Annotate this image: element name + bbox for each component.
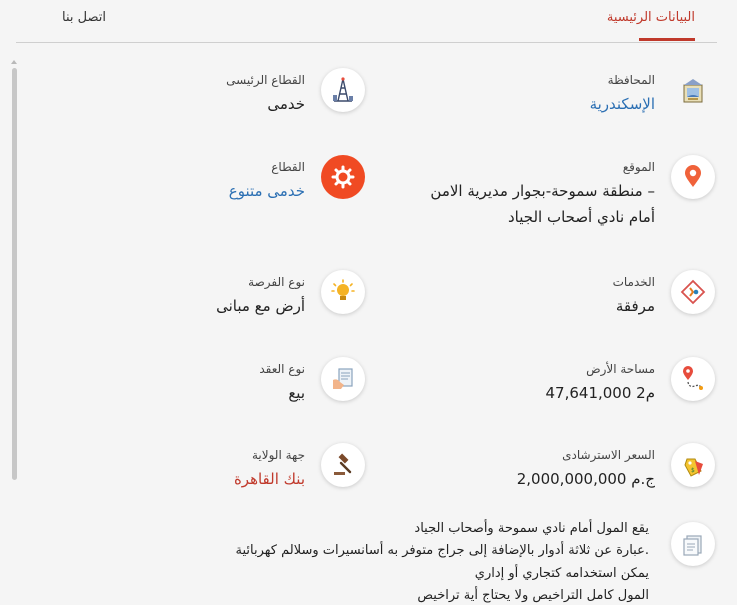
gavel-icon: [321, 443, 365, 487]
opportunity-type-value: أرض مع مبانى: [216, 297, 305, 315]
land-area-label: مساحة الأرض: [586, 362, 655, 376]
contract-type-value: بيع: [288, 384, 305, 402]
land-area-value: 47,641,000 م2: [545, 384, 655, 402]
indicative-price-label: السعر الاسترشادى: [562, 448, 655, 462]
price-tag-icon: [671, 443, 715, 487]
scrollbar[interactable]: [10, 60, 18, 605]
governorate-label: المحافظة: [607, 73, 655, 87]
active-tab-indicator: [639, 38, 695, 41]
contract-icon: [321, 357, 365, 401]
description-line-4: المول كامل التراخيص ولا يحتاج أية تراخيص: [417, 588, 649, 603]
services-label: الخدمات: [612, 275, 655, 289]
scrollbar-thumb[interactable]: [12, 68, 17, 480]
location-value-line2: أمام نادي أصحاب الجياد: [507, 208, 655, 226]
governorate-value: الإسكندرية: [589, 95, 655, 113]
services-value: مرفقة: [615, 297, 655, 315]
tower-icon: [321, 68, 365, 112]
location-value-line1: منطقة سموحة-بجوار مديرية الامن –: [430, 182, 655, 200]
jurisdiction-label: جهة الولاية: [251, 448, 305, 462]
description-line-3: يمكن استخدامه كتجاري أو إداري: [474, 566, 649, 581]
lightbulb-icon: [321, 270, 365, 314]
tab-contact-us[interactable]: اتصل بنا: [62, 10, 106, 25]
document-icon: [671, 522, 715, 566]
main-sector-value: خدمى: [267, 95, 305, 113]
sector-value: خدمى متنوع: [228, 182, 305, 200]
distance-pin-icon: [671, 357, 715, 401]
indicative-price-value: 2,000,000,000 ج.م: [516, 470, 655, 488]
map-pin-icon: [671, 155, 715, 199]
contract-type-label: نوع العقد: [259, 362, 305, 376]
description-line-1: يقع المول أمام نادي سموحة وأصحاب الجياد: [414, 521, 649, 536]
jurisdiction-value: بنك القاهرة: [233, 470, 305, 488]
emblem-icon: [671, 68, 715, 112]
utilities-icon: [671, 270, 715, 314]
svg-text:$: $: [691, 467, 695, 474]
gear-icon: [321, 155, 365, 199]
tab-divider: [16, 42, 717, 43]
tab-main-data[interactable]: البيانات الرئيسية: [606, 10, 695, 25]
description-line-2: عبارة عن ثلاثة أدوار بالإضافة إلى جراج متوفر به أسانسيرات وسلالم كهربائية.: [235, 543, 649, 558]
tab-bar: [0, 0, 737, 44]
main-sector-label: القطاع الرئيسى: [226, 73, 305, 87]
opportunity-type-label: نوع الفرصة: [248, 275, 305, 289]
scroll-up-arrow-icon[interactable]: [11, 60, 17, 64]
sector-label: القطاع: [271, 160, 305, 174]
location-label: الموقع: [622, 160, 655, 174]
